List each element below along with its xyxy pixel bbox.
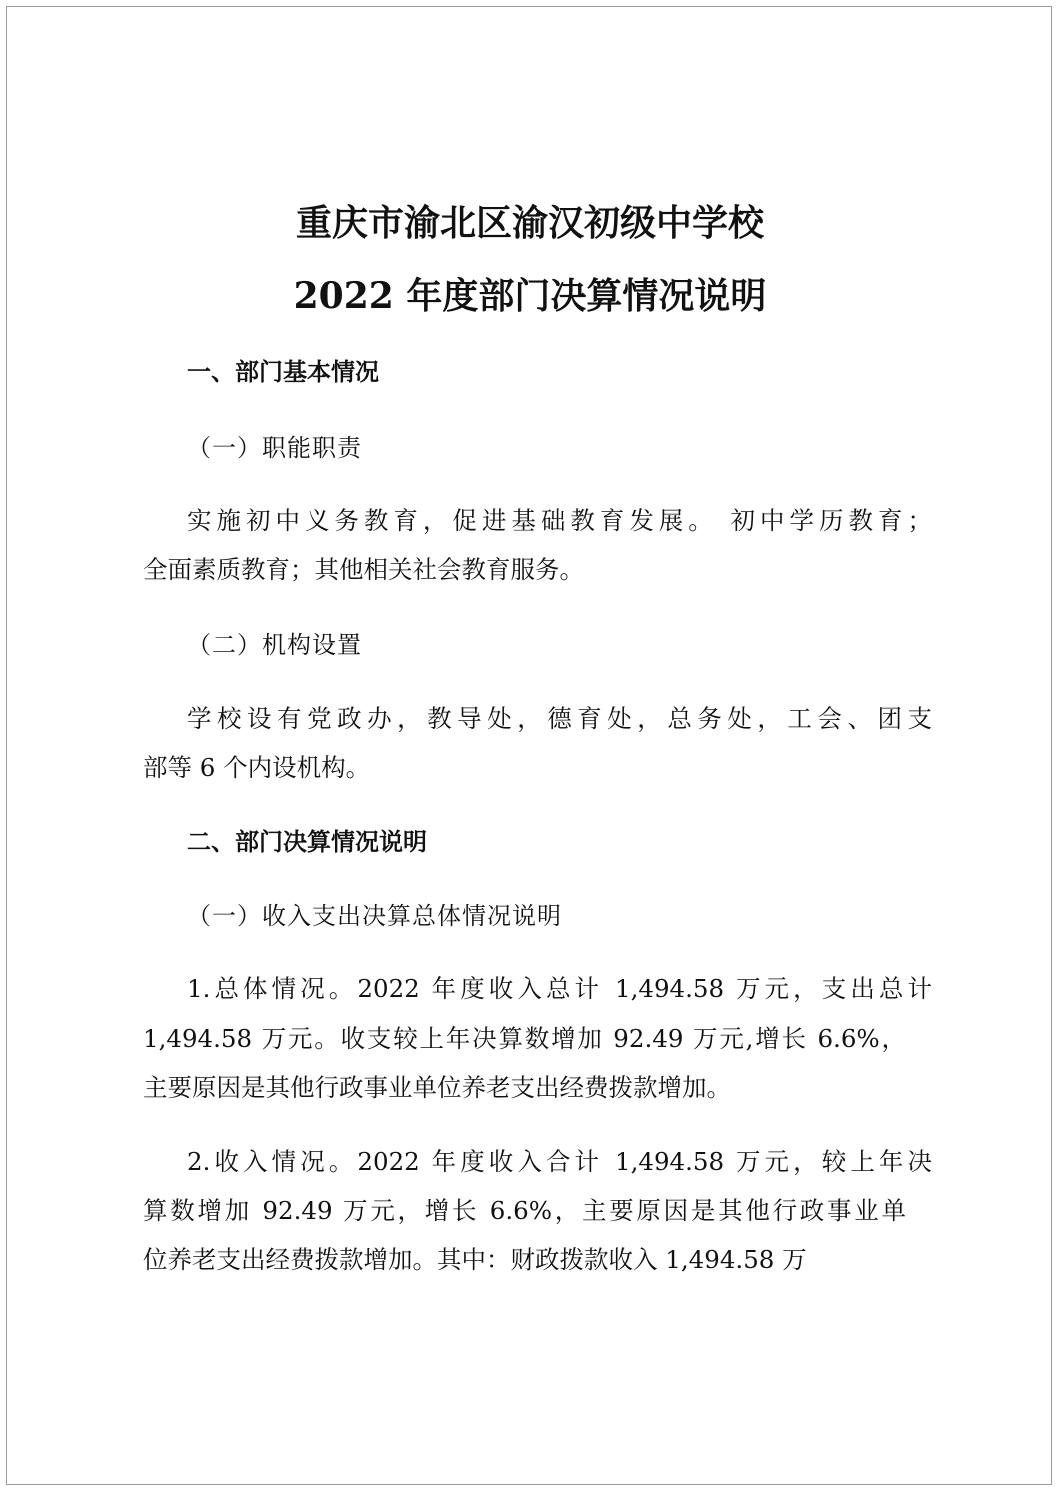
paragraph-line: 1.总体情况。2022 年度收入总计 1,494.58 万元，支出总计 xyxy=(187,974,932,1003)
paragraph-line: 全面素质教育；其他相关社会教育服务。 xyxy=(143,555,584,584)
paragraph-line: 位养老支出经费拨款增加。其中：财政拨款收入 1,494.58 万 xyxy=(143,1245,807,1274)
paragraph-line: 学校设有党政办，教导处，德育处，总务处，工会、团支 xyxy=(187,704,932,733)
paragraph-line: 2.收入情况。2022 年度收入合计 1,494.58 万元，较上年决 xyxy=(187,1147,932,1176)
paragraph-line: 1,494.58 万元。收支较上年决算数增加 92.49 万元,增长 6.6%， xyxy=(143,1024,906,1053)
subheading-overall: （一）收入支出决算总体情况说明 xyxy=(187,902,562,930)
subheading-organization: （二）机构设置 xyxy=(187,631,362,659)
document-title: 重庆市渝北区渝汉初级中学校 xyxy=(295,202,764,244)
paragraph-line: 算数增加 92.49 万元，增长 6.6%，主要原因是其他行政事业单 xyxy=(143,1196,906,1225)
paragraph-line: 部等 6 个内设机构。 xyxy=(143,753,371,782)
paragraph-line: 主要原因是其他行政事业单位养老支出经费拨款增加。 xyxy=(143,1073,731,1102)
section-heading-budget-report: 二、部门决算情况说明 xyxy=(187,828,427,856)
section-heading-basic-info: 一、部门基本情况 xyxy=(187,358,379,386)
paragraph-line: 实施初中义务教育，促进基础教育发展。 初中学历教育； xyxy=(187,506,932,535)
subheading-functions: （一）职能职责 xyxy=(187,434,362,462)
document-subtitle: 2022 年度部门决算情况说明 xyxy=(293,275,767,317)
